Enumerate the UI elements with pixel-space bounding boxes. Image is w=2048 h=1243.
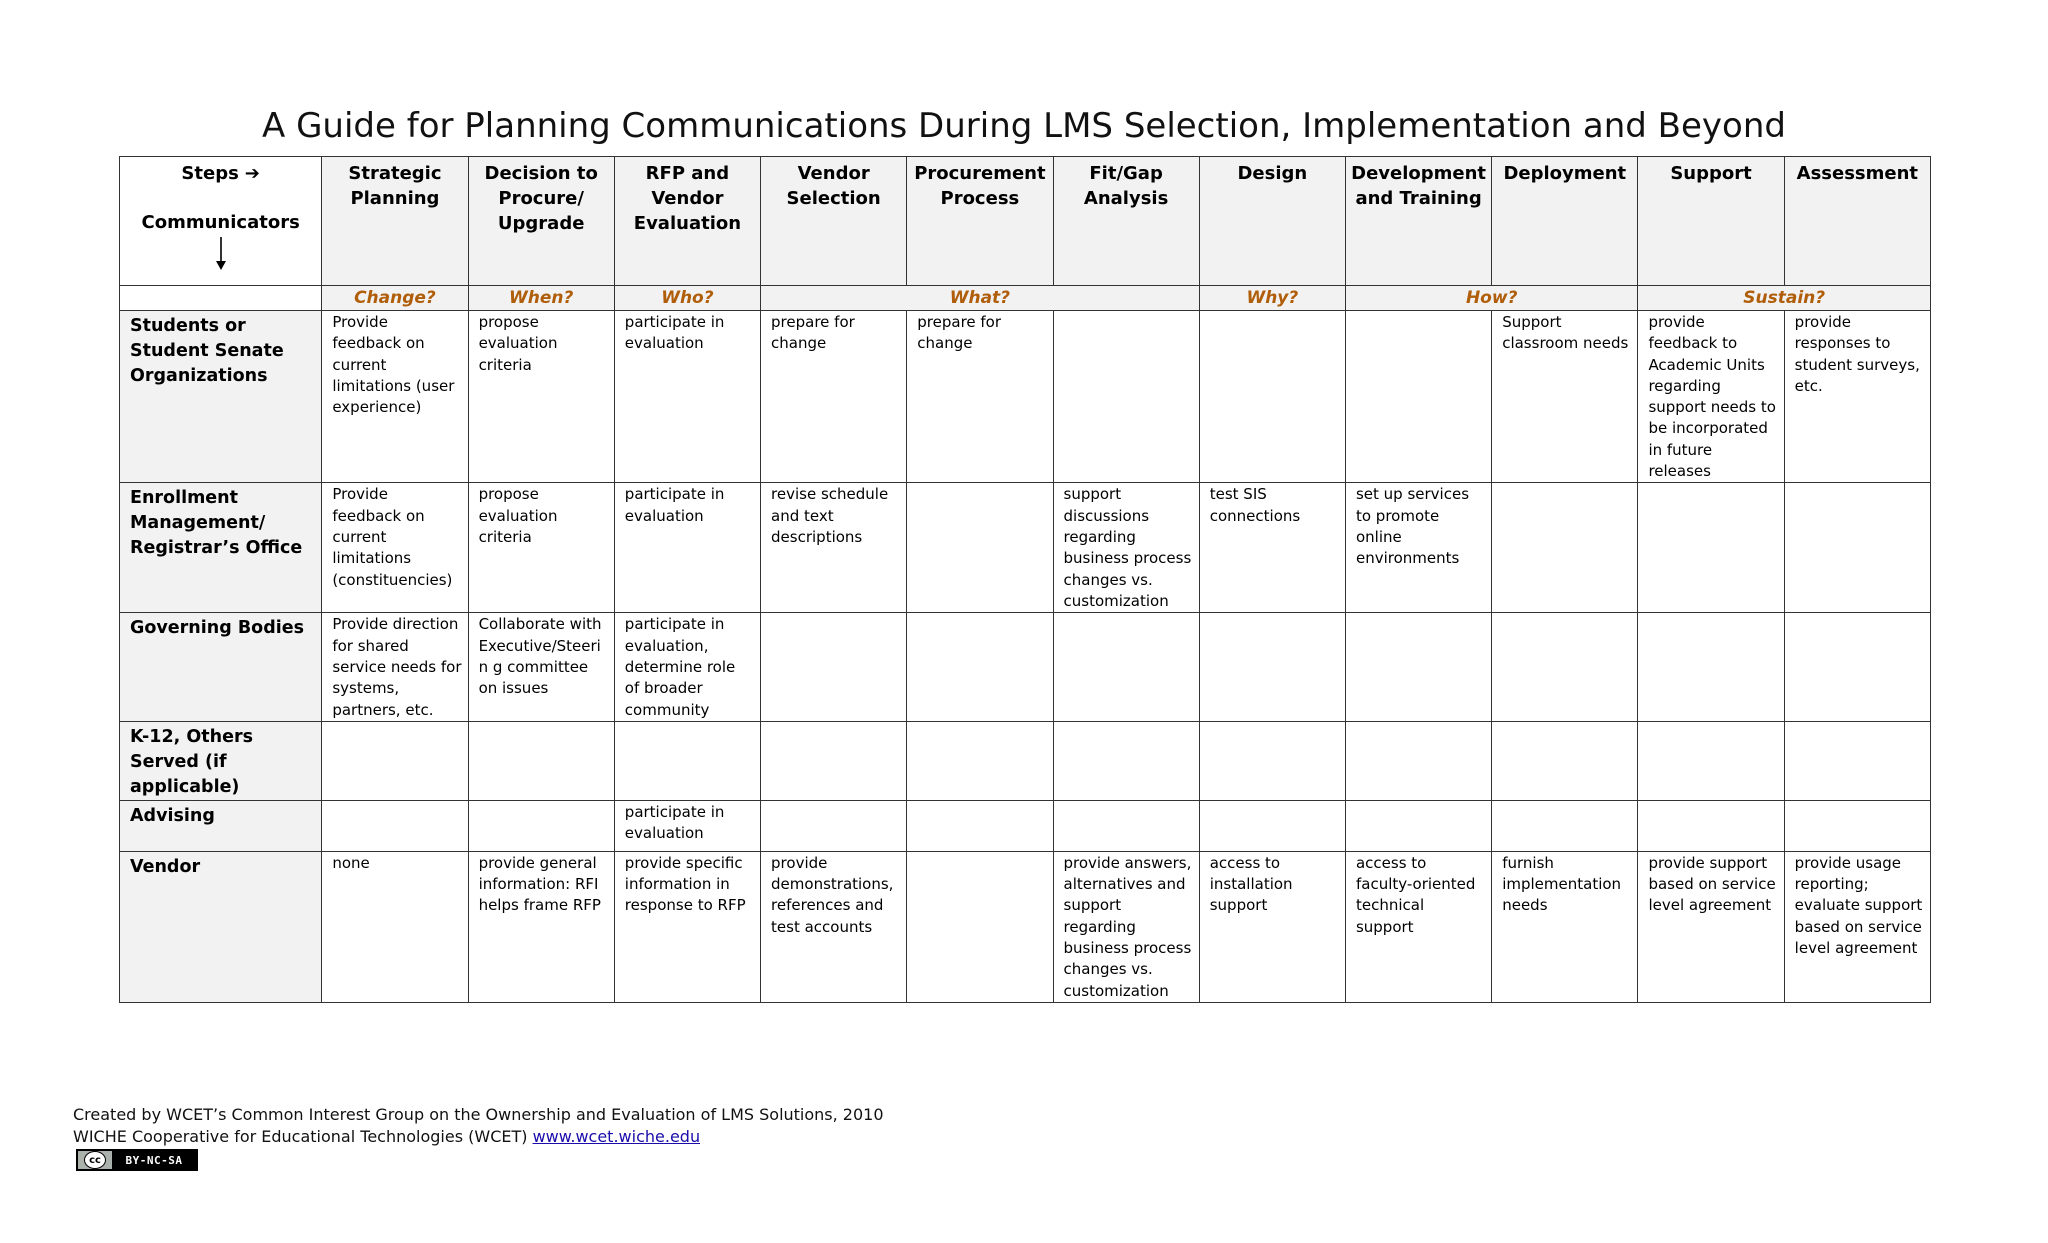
table-cell: support discussions regarding business process changes vs. customization	[1053, 483, 1199, 613]
table-cell: access to installation support	[1199, 851, 1345, 1002]
table-cell	[468, 721, 614, 800]
table-row	[120, 483, 1931, 613]
table-cell	[468, 800, 614, 851]
column-header-assessment: Assessment	[1784, 157, 1930, 286]
table-cell: propose evaluation criteria	[468, 311, 614, 483]
table-cell: participate in evaluation	[614, 483, 760, 613]
footer-credit: Created by WCET’s Common Interest Group on the Ownership and Evaluation of LMS Solutions, 2010	[73, 1105, 884, 1124]
table-cell	[322, 721, 468, 800]
table-cell	[761, 721, 907, 800]
question-row	[120, 286, 1931, 311]
steps-communicators-header	[120, 157, 322, 286]
table-cell: participate in evaluation, determine role of broader community	[614, 613, 760, 721]
table-cell: Provide direction for shared service needs for systems, partners, etc.	[322, 613, 468, 721]
cc-logo-icon	[78, 1151, 112, 1169]
table-cell	[1199, 311, 1345, 483]
cc-circle: cc	[84, 1151, 106, 1169]
table-cell: Support classroom needs	[1492, 311, 1638, 483]
table-cell: provide answers, alternatives and support regarding business process changes vs. customization	[1053, 851, 1199, 1002]
column-header-deployment: Deployment	[1492, 157, 1638, 286]
footer-org-text: WICHE Cooperative for Educational Technologies (WCET)	[73, 1127, 533, 1146]
table-body	[120, 311, 1931, 1003]
table-cell: provide support based on service level agreement	[1638, 851, 1784, 1002]
question-who: Who?	[614, 286, 760, 311]
question-why: Why?	[1199, 286, 1345, 311]
table-cell: participate in evaluation	[614, 800, 760, 851]
communicator-label: Governing Bodies	[120, 613, 322, 721]
table-row	[120, 613, 1931, 721]
table-cell: participate in evaluation	[614, 311, 760, 483]
communicator-label: K-12, Others Served (if applicable)	[120, 721, 322, 800]
table-cell	[1784, 613, 1930, 721]
table-cell	[1199, 721, 1345, 800]
table-cell	[1638, 721, 1784, 800]
column-header-fit-gap-analysis: Fit/Gap Analysis	[1053, 157, 1199, 286]
table-cell	[1784, 721, 1930, 800]
table-cell: Provide feedback on current limitations (user experience)	[322, 311, 468, 483]
table-cell	[1492, 721, 1638, 800]
wcet-website-link[interactable]: www.wcet.wiche.edu	[532, 1127, 701, 1146]
column-header-rfp-vendor-evaluation: RFP and Vendor Evaluation	[614, 157, 760, 286]
table-cell: access to faculty-oriented technical support	[1345, 851, 1491, 1002]
communicator-label: Enrollment Management/ Registrar’s Office	[120, 483, 322, 613]
table-cell	[907, 851, 1053, 1002]
table-cell	[1492, 800, 1638, 851]
table-cell	[1492, 483, 1638, 613]
table-cell: prepare for change	[907, 311, 1053, 483]
table-cell	[1345, 613, 1491, 721]
arrow-down-icon	[214, 237, 228, 271]
question-when: When?	[468, 286, 614, 311]
table-row	[120, 851, 1931, 1002]
question-what: What?	[761, 286, 1200, 311]
footer-org-line	[73, 1126, 884, 1148]
table-row	[120, 721, 1931, 800]
table-cell	[907, 483, 1053, 613]
table-cell	[1199, 613, 1345, 721]
table-cell	[1784, 483, 1930, 613]
table-cell: Provide feedback on current limitations (constituencies)	[322, 483, 468, 613]
table-cell	[614, 721, 760, 800]
table-cell	[1638, 613, 1784, 721]
column-header-support: Support	[1638, 157, 1784, 286]
column-header-strategic-planning: Strategic Planning	[322, 157, 468, 286]
cc-license-badge[interactable]	[76, 1149, 198, 1171]
table-cell	[1638, 483, 1784, 613]
table-cell	[1345, 311, 1491, 483]
table-cell: revise schedule and text descriptions	[761, 483, 907, 613]
communications-table	[119, 156, 1931, 1003]
table-cell	[907, 613, 1053, 721]
table-cell: propose evaluation criteria	[468, 483, 614, 613]
page-title: A Guide for Planning Communications During LMS Selection, Implementation and Beyond	[262, 106, 1786, 146]
table-row	[120, 800, 1931, 851]
table-cell	[907, 721, 1053, 800]
table-cell: provide general information: RFI helps frame RFP	[468, 851, 614, 1002]
steps-label: Steps	[181, 163, 239, 184]
table-cell: none	[322, 851, 468, 1002]
table-cell	[1053, 721, 1199, 800]
communicator-label: Students or Student Senate Organizations	[120, 311, 322, 483]
table-cell	[761, 800, 907, 851]
table-cell	[1638, 800, 1784, 851]
communicator-label: Advising	[120, 800, 322, 851]
table-cell: furnish implementation needs	[1492, 851, 1638, 1002]
table-cell	[1053, 613, 1199, 721]
communicator-label: Vendor	[120, 851, 322, 1002]
column-header-procurement-process: Procurement Process	[907, 157, 1053, 286]
table-cell	[1784, 800, 1930, 851]
column-header-development-training: Development and Training	[1345, 157, 1491, 286]
table-cell: provide demonstrations, references and test accounts	[761, 851, 907, 1002]
steps-label-wrap	[181, 161, 259, 186]
communicators-label: Communicators	[141, 212, 300, 233]
header-row	[120, 157, 1931, 286]
table-cell	[761, 613, 907, 721]
arrow-right-icon: ➔	[244, 163, 260, 184]
table-cell: Collaborate with Executive/Steerin g committee on issues	[468, 613, 614, 721]
table-cell: test SIS connections	[1199, 483, 1345, 613]
question-blank-cell	[120, 286, 322, 311]
question-change: Change?	[322, 286, 468, 311]
question-sustain: Sustain?	[1638, 286, 1931, 311]
footer	[73, 1104, 884, 1148]
cc-license-label: BY-NC-SA	[125, 1153, 183, 1167]
table-cell	[1345, 800, 1491, 851]
column-header-design: Design	[1199, 157, 1345, 286]
table-cell	[907, 800, 1053, 851]
table-cell	[1053, 311, 1199, 483]
table-cell: provide usage reporting; evaluate support based on service level agreement	[1784, 851, 1930, 1002]
question-how: How?	[1345, 286, 1637, 311]
table-cell: provide responses to student surveys, etc.	[1784, 311, 1930, 483]
column-header-decision-to-procure: Decision to Procure/ Upgrade	[468, 157, 614, 286]
table-cell	[1345, 721, 1491, 800]
table-cell: provide specific information in response to RFP	[614, 851, 760, 1002]
table-cell: provide feedback to Academic Units regarding support needs to be incorporated in future releases	[1638, 311, 1784, 483]
table-cell	[1053, 800, 1199, 851]
table-cell: set up services to promote online environments	[1345, 483, 1491, 613]
table-cell	[322, 800, 468, 851]
table-cell: prepare for change	[761, 311, 907, 483]
column-header-vendor-selection: Vendor Selection	[761, 157, 907, 286]
table-row	[120, 311, 1931, 483]
table-cell	[1199, 800, 1345, 851]
table-cell	[1492, 613, 1638, 721]
